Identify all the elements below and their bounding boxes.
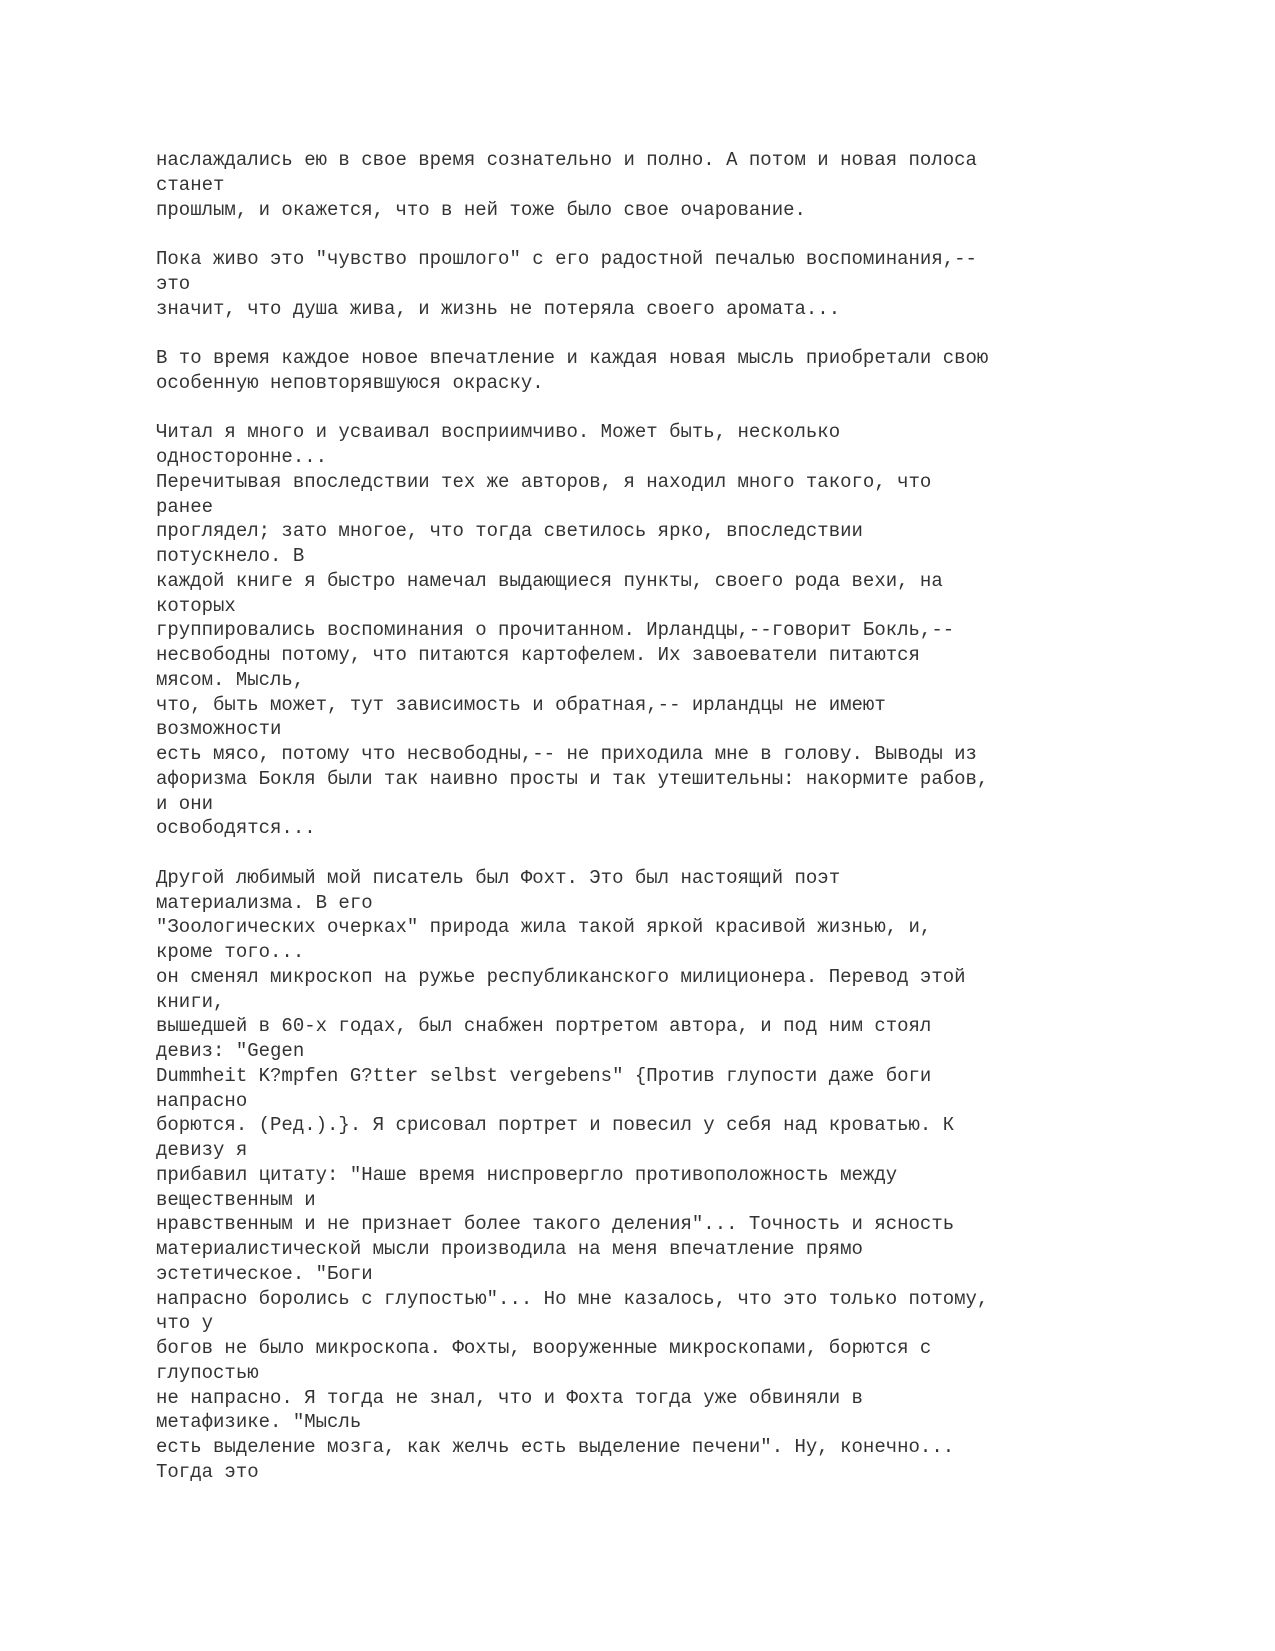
text-line: Dummheit K?mpfen G?tter selbst vergebens" {Против глупости даже боги <box>156 1064 932 1087</box>
text-line: освободятся... <box>156 817 316 840</box>
text-line: Читал я много и усваивал восприимчиво. Может быть, несколько <box>156 421 841 444</box>
body-text <box>156 148 1156 1485</box>
text-line: не напрасно. Я тогда не знал, что и Фохта тогда уже обвиняли в <box>156 1386 863 1409</box>
text-line: метафизике. "Мысль <box>156 1411 362 1434</box>
text-line: Пока живо это "чувство прошлого" с его радостной печалью воспоминания,-- <box>156 248 977 270</box>
text-line <box>156 841 1156 866</box>
text-line: борются. (Ред.).}. Я срисовал портрет и повесил у себя над кроватью. К <box>156 1114 955 1137</box>
text-line: и они <box>156 792 214 815</box>
text-line <box>156 396 1156 421</box>
text-line: богов не было микроскопа. Фохты, вооруженные микроскопами, борются с <box>156 1337 932 1359</box>
text-line: материализма. В его <box>156 891 373 914</box>
text-line: нравственным и не признает более такого деления"... Точность и ясность <box>156 1213 955 1236</box>
text-line: прибавил цитату: "Наше время ниспровергло противоположность между <box>156 1163 898 1186</box>
text-line: вышедшей в 60-х годах, был снабжен портретом автора, и под ним стоял <box>156 1015 932 1038</box>
text-line: что, быть может, тут зависимость и обратная,-- ирландцы не имеют <box>156 693 886 716</box>
text-line: потускнело. В <box>156 545 305 567</box>
text-line: что у <box>156 1312 214 1335</box>
text-line: которых <box>156 594 236 617</box>
text-line: Тогда это <box>156 1460 259 1483</box>
text-line: прошлым, и окажется, что в ней тоже было свое очарование. <box>156 198 806 221</box>
text-line: "Зоологических очерках" природа жила такой яркой красивой жизнью, и, <box>156 916 932 939</box>
text-line: ранее <box>156 495 214 518</box>
text-line: группировались воспоминания о прочитанном. Ирландцы,--говорит Бокль,-- <box>156 619 955 642</box>
text-line: афоризма Бокля были так наивно просты и так утешительны: накормите рабов, <box>156 767 989 790</box>
text-line: наслаждались ею в свое время сознательно и полно. А потом и новая полоса <box>156 149 977 171</box>
text-line: Перечитывая впоследствии тех же авторов, я находил много такого, что <box>156 470 932 493</box>
text-line: это <box>156 272 191 295</box>
text-line: односторонне... <box>156 446 328 468</box>
text-line: напрасно <box>156 1089 248 1112</box>
text-line: мясом. Мысль, <box>156 668 305 691</box>
text-line: напрасно боролись с глупостью"... Но мне казалось, что это только потому, <box>156 1287 989 1310</box>
text-line: особенную неповторявшуюся окраску. <box>156 371 544 394</box>
text-line <box>156 321 1156 346</box>
text-line: кроме того... <box>156 941 305 963</box>
text-line: В то время каждое новое впечатление и каждая новая мысль приобретали свою <box>156 347 989 369</box>
text-line: Другой любимый мой писатель был Фохт. Это был настоящий поэт <box>156 866 841 889</box>
text-line <box>156 222 1156 247</box>
text-line: проглядел; зато многое, что тогда светилось ярко, впоследствии <box>156 520 863 543</box>
text-line: возможности <box>156 718 282 741</box>
text-line: девиз: "Gegen <box>156 1040 305 1062</box>
text-line: станет <box>156 173 225 196</box>
text-line: книги, <box>156 990 225 1013</box>
text-line: несвободны потому, что питаются картофелем. Их завоеватели питаются <box>156 644 920 666</box>
text-line: есть выделение мозга, как желчь есть выделение печени". Ну, конечно... <box>156 1436 955 1458</box>
text-line: он сменял микроскоп на ружье республиканского милиционера. Перевод этой <box>156 965 966 988</box>
text-line: девизу я <box>156 1139 248 1161</box>
text-line: эстетическое. "Боги <box>156 1262 373 1285</box>
text-line: значит, что душа жива, и жизнь не потеряла своего аромата... <box>156 297 841 320</box>
text-line: каждой книге я быстро намечал выдающиеся пункты, своего рода вехи, на <box>156 569 943 592</box>
text-line: вещественным и <box>156 1188 316 1211</box>
text-line: материалистической мысли производила на меня впечатление прямо <box>156 1238 863 1260</box>
text-line: есть мясо, потому что несвободны,-- не приходила мне в голову. Выводы из <box>156 743 977 765</box>
text-line: глупостью <box>156 1361 259 1384</box>
